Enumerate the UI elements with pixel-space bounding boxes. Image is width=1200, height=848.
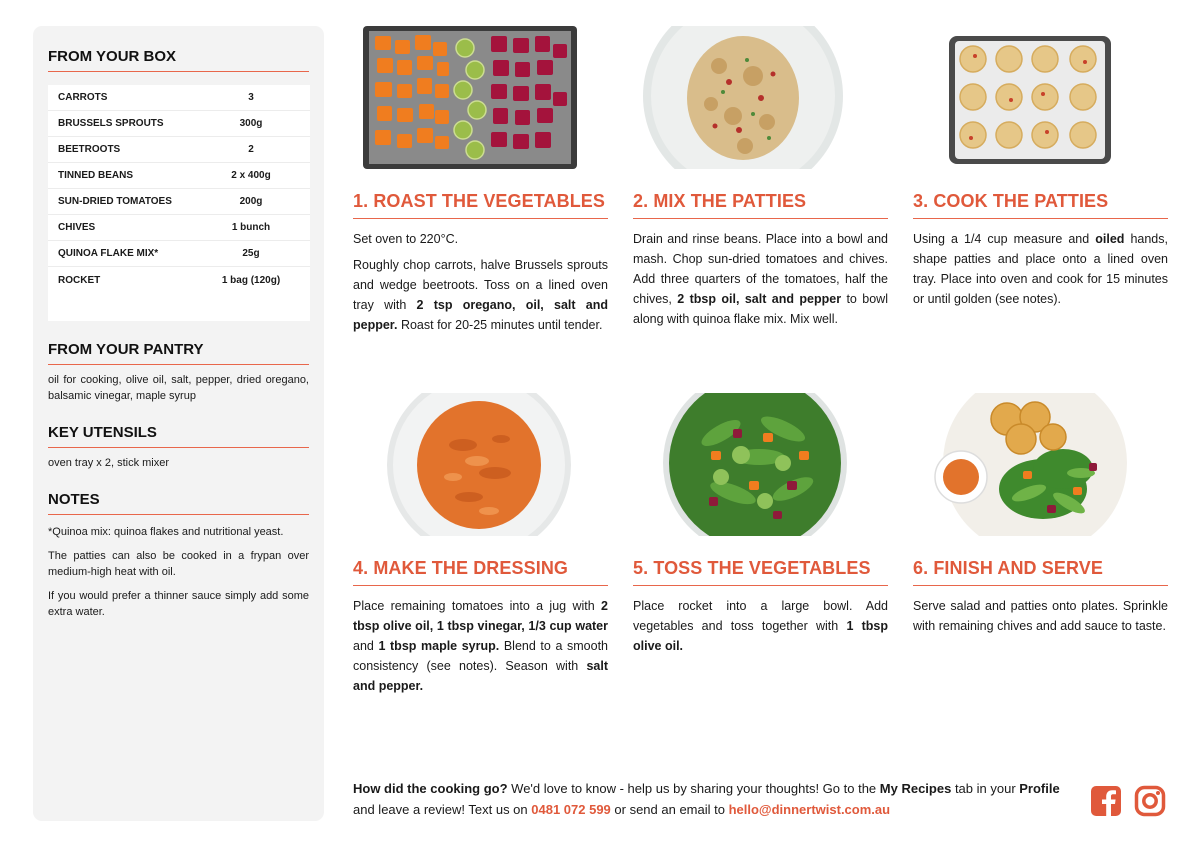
- text-run: and: [353, 639, 379, 653]
- cooked-patties-tray-image: [913, 26, 1168, 169]
- ingredient-qty: 1 bag (120g): [221, 274, 281, 286]
- ingredient-row: [48, 111, 310, 137]
- text-run: or send an email to: [610, 802, 729, 817]
- phone-number[interactable]: 0481 072 599: [531, 802, 611, 817]
- ingredient-row: [48, 163, 310, 189]
- step-title: 6. FINISH AND SERVE: [913, 558, 1168, 586]
- from-box-heading: FROM YOUR BOX: [48, 48, 309, 72]
- tossed-salad-bowl-image: [633, 393, 888, 536]
- utensils-heading: KEY UTENSILS: [48, 424, 309, 448]
- bold-text-run: 2 tsp oregano, oil, salt and pepper.: [353, 298, 608, 332]
- ingredient-qty: 2: [248, 144, 254, 155]
- mixed-patties-bowl-image: [633, 26, 888, 169]
- step-paragraph: [913, 229, 1168, 309]
- instagram-icon[interactable]: [1134, 785, 1166, 817]
- step-6: [913, 393, 1168, 642]
- ingredient-qty: 2 x 400g: [231, 170, 271, 181]
- text-run: Place rocket into a large bowl. Add vegetables and toss together with: [633, 599, 888, 633]
- facebook-icon[interactable]: [1090, 785, 1122, 817]
- step-instructions: [633, 596, 888, 656]
- bold-text-run: 2 tbsp oil, salt and pepper: [677, 292, 842, 306]
- step-instructions: [353, 229, 608, 335]
- ingredient-name: CARROTS: [58, 92, 108, 103]
- profile-link[interactable]: Profile: [1019, 781, 1060, 796]
- ingredient-name: ROCKET: [58, 274, 101, 286]
- text-run: Blend to a smooth consistency (see notes). Season with: [353, 639, 608, 673]
- pantry-text: oil for cooking, olive oil, salt, pepper, dried oregano, balsamic vinegar, maple syrup: [48, 374, 309, 402]
- step-title: 5. TOSS THE VEGETABLES: [633, 558, 888, 586]
- step-paragraph: Serve salad and patties onto plates. Sprinkle with remaining chives and add sauce to taste.: [913, 599, 1168, 633]
- ingredient-row: [48, 85, 310, 111]
- text-run: hands, shape patties and place onto a lined oven tray. Place into oven and cook for 15 minutes or until golden (see notes).: [913, 232, 1168, 306]
- step-instructions: [633, 229, 888, 329]
- ingredient-qty: 300g: [239, 118, 263, 129]
- text-run: Roast for 20-25 minutes until tender.: [397, 318, 603, 332]
- email-link[interactable]: hello@dinnertwist.com.au: [728, 802, 891, 817]
- step-title: 4. MAKE THE DRESSING: [353, 558, 608, 586]
- text-run: Using a 1/4 cup measure and: [913, 232, 1096, 246]
- ingredient-name: SUN-DRIED TOMATOES: [58, 196, 172, 207]
- step-paragraph: [633, 229, 888, 329]
- notes-heading: NOTES: [48, 491, 309, 515]
- sidebar: [33, 26, 324, 821]
- ingredient-row: [48, 215, 310, 241]
- step-paragraph: [353, 596, 608, 696]
- my-recipes-link[interactable]: My Recipes: [879, 781, 952, 796]
- bold-text-run: 2 tbsp olive oil, 1 tbsp vinegar, 1/3 cup water: [353, 599, 608, 633]
- text-run: We'd love to know - help us by sharing your thoughts! Go to the: [507, 781, 880, 796]
- step-title: 2. MIX THE PATTIES: [633, 191, 888, 219]
- bold-text-run: salt and pepper.: [353, 659, 608, 693]
- step-instructions: [913, 596, 1168, 636]
- bold-text-run: 1 tbsp olive oil.: [633, 619, 888, 653]
- utensils-text: oven tray x 2, stick mixer: [48, 457, 170, 469]
- ingredient-qty: 200g: [239, 196, 263, 207]
- text-run: Drain and rinse beans. Place into a bowl and mash. Chop sun-dried tomatoes and chives. Add three quarters of the tomatoes, half the chives,: [633, 232, 888, 306]
- ingredient-row: [48, 137, 310, 163]
- step-2: [633, 26, 888, 335]
- roasted-vegetables-tray-image: [353, 26, 608, 169]
- text-run: Roughly chop carrots, halve Brussels sprouts and wedge beetroots. Toss on a lined oven tray with: [353, 258, 608, 312]
- bold-text-run: 1 tbsp maple syrup.: [378, 639, 500, 653]
- pantry-heading: FROM YOUR PANTRY: [48, 341, 309, 365]
- ingredient-qty: 25g: [242, 248, 260, 259]
- ingredients-table: [48, 85, 310, 321]
- note-item: The patties can also be cooked in a frypan over medium-high heat with oil.: [48, 550, 309, 578]
- bold-text-run: oiled: [1095, 232, 1125, 246]
- step-title: 3. COOK THE PATTIES: [913, 191, 1168, 219]
- ingredient-row: [48, 241, 310, 267]
- step-paragraph: [353, 255, 608, 335]
- step-instructions: [353, 596, 608, 696]
- ingredient-row: [48, 267, 310, 293]
- note-item: *Quinoa mix: quinoa flakes and nutritional yeast.: [48, 526, 284, 538]
- feedback-question: How did the cooking go?: [353, 781, 508, 796]
- ingredient-qty: 1 bunch: [231, 222, 271, 233]
- text-run: to bowl along with quinoa flake mix. Mix well.: [633, 292, 888, 326]
- step-paragraph: [633, 596, 888, 656]
- ingredient-qty: 3: [248, 92, 254, 103]
- step-instructions: [913, 229, 1168, 309]
- step-5: [633, 393, 888, 662]
- text-run: and leave a review! Text us on: [353, 802, 532, 817]
- step-4: [353, 393, 608, 702]
- ingredient-name: QUINOA FLAKE MIX*: [58, 248, 159, 259]
- step-1: [353, 26, 608, 341]
- ingredient-name: BEETROOTS: [58, 144, 121, 155]
- feedback-footer: [353, 778, 1078, 820]
- step-paragraph: Set oven to 220°C.: [353, 232, 459, 246]
- step-title: 1. ROAST THE VEGETABLES: [353, 191, 608, 219]
- text-run: Place remaining tomatoes into a jug with: [353, 599, 602, 613]
- ingredient-name: TINNED BEANS: [58, 170, 134, 181]
- dressing-bowl-image: [353, 393, 608, 536]
- step-3: [913, 26, 1168, 315]
- text-run: tab in your: [951, 781, 1020, 796]
- served-plate-image: [913, 393, 1168, 536]
- ingredient-row: [48, 189, 310, 215]
- note-item: If you would prefer a thinner sauce simply add some extra water.: [48, 590, 309, 618]
- ingredient-name: BRUSSELS SPROUTS: [58, 118, 164, 129]
- ingredient-name: CHIVES: [58, 222, 96, 233]
